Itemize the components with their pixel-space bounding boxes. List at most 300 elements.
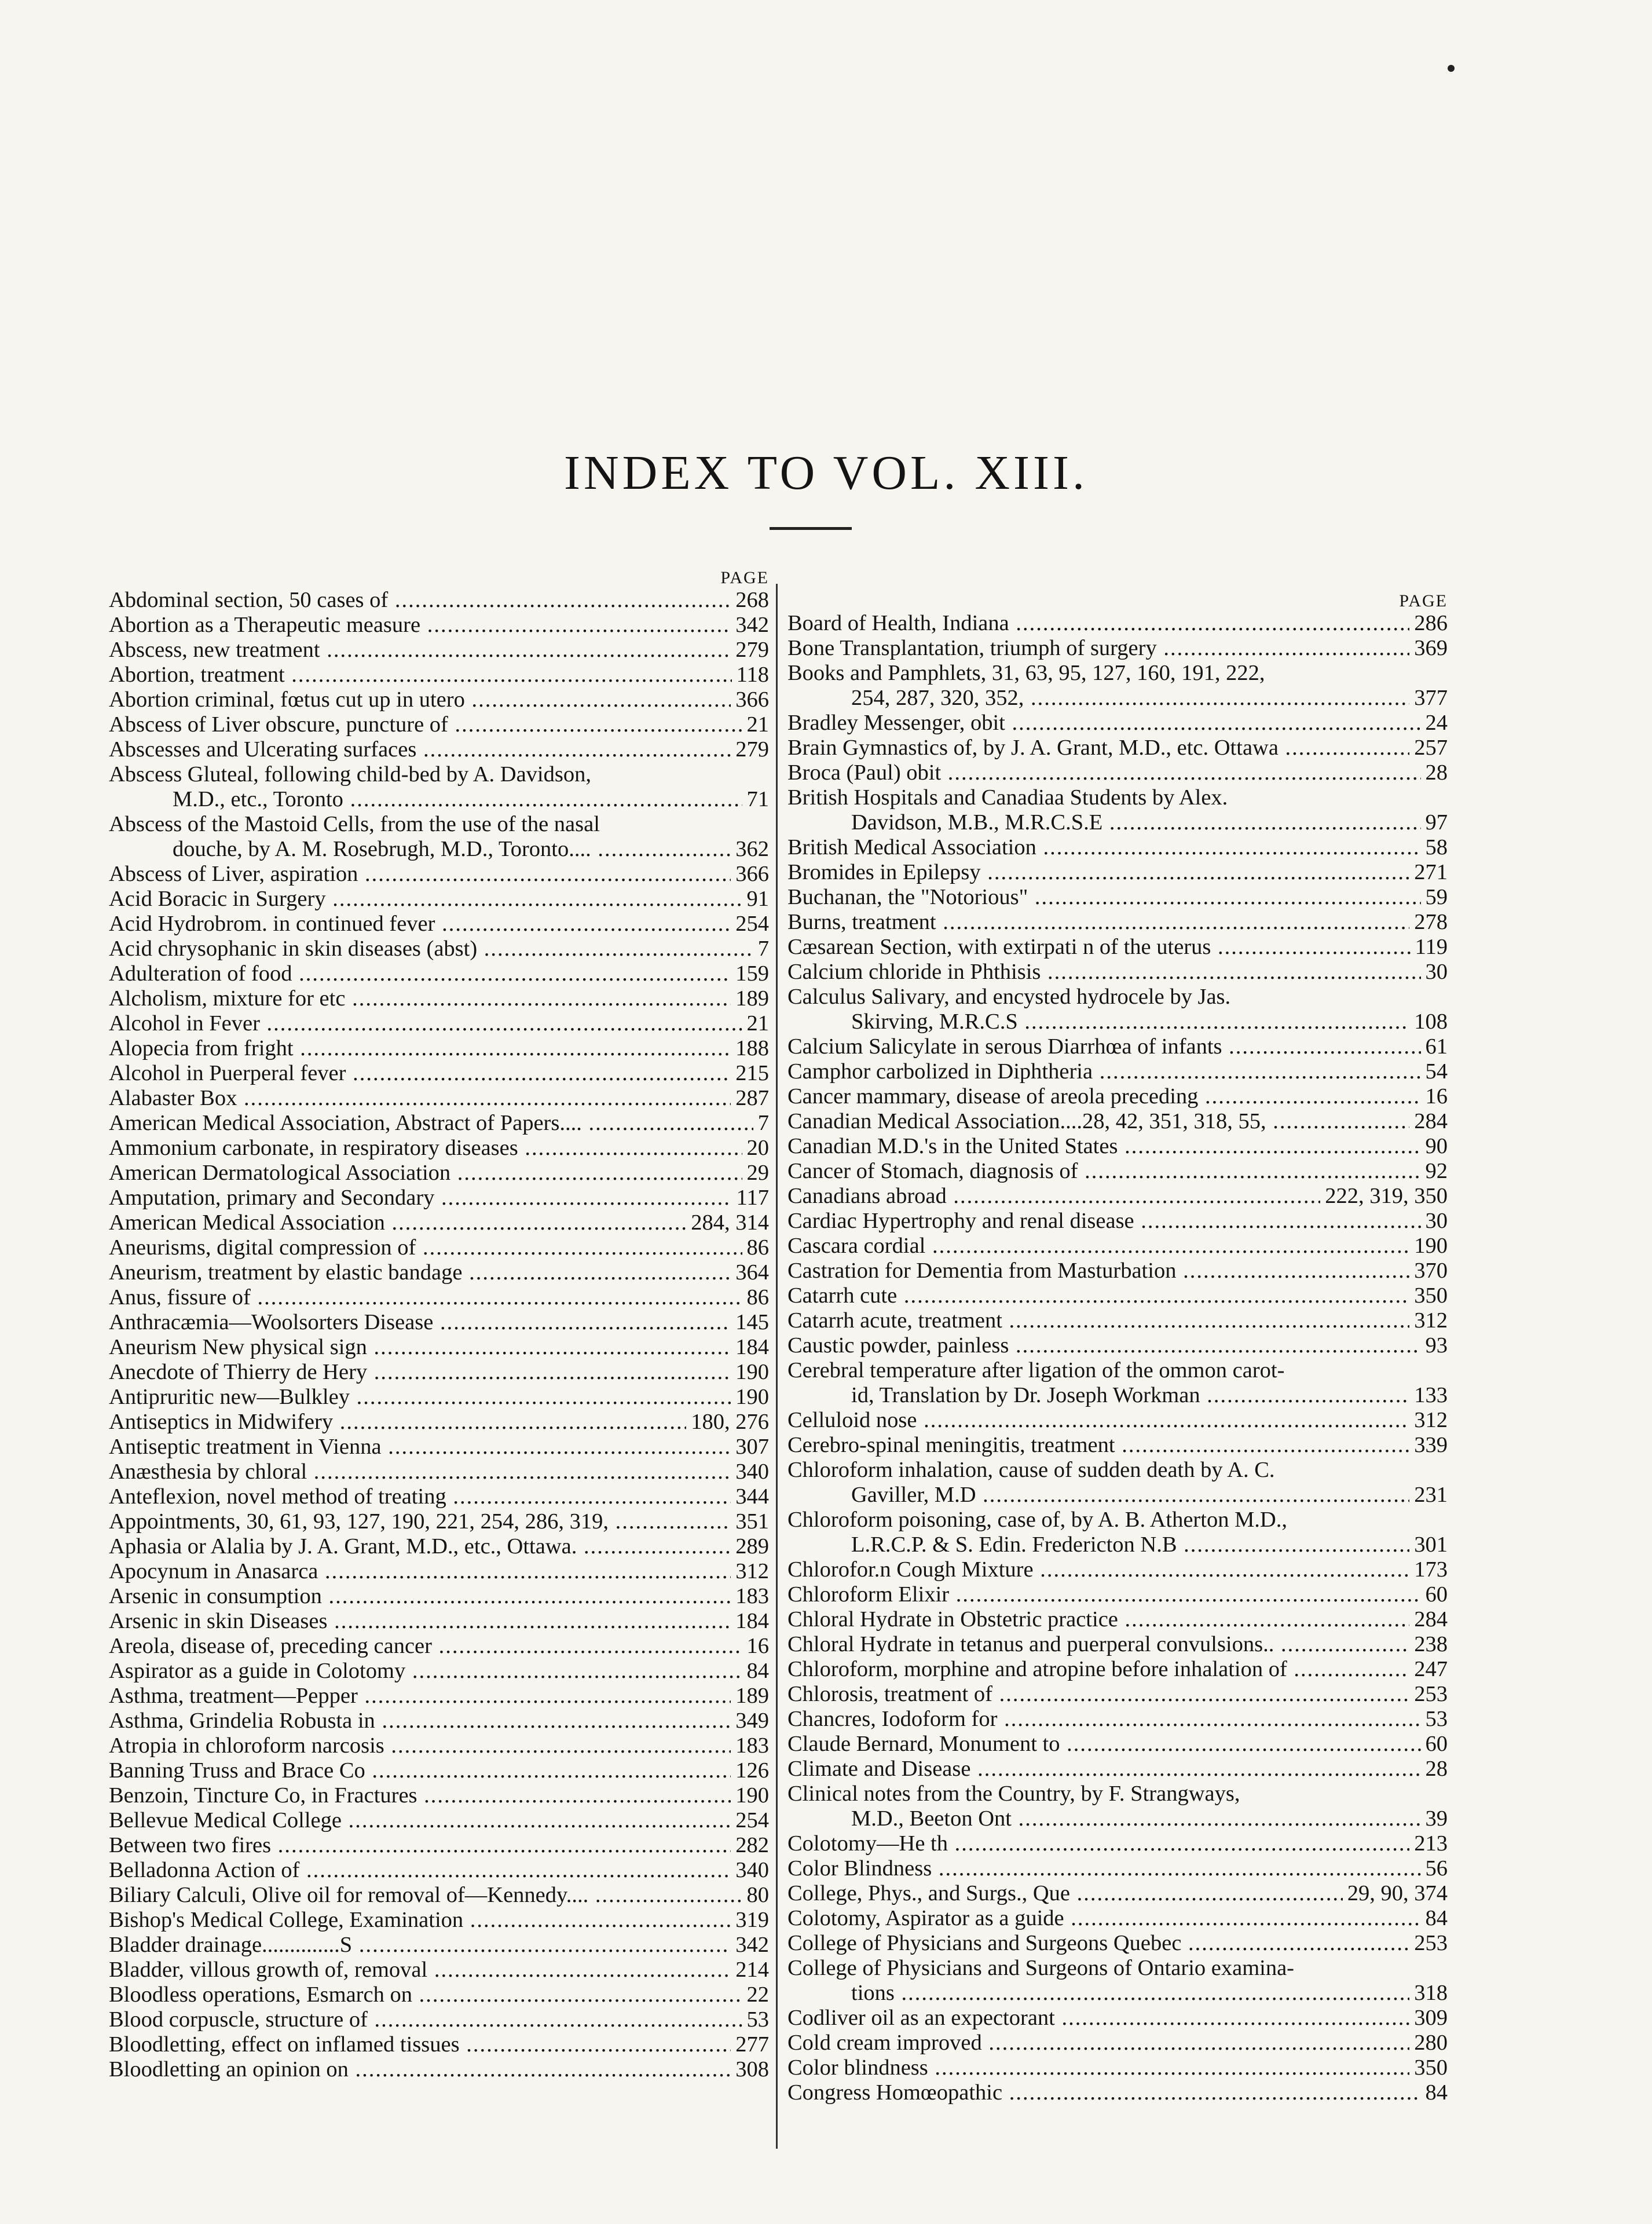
index-entry-page: 189 — [731, 1684, 769, 1709]
index-entry-continuation: L.R.C.P. & S. Edin. Fredericton N.B ..... — [787, 1532, 1448, 1557]
index-entry — [109, 1634, 769, 1659]
index-entry-label: Chloroform inhalation, cause of sudden death by A. C. — [787, 1458, 1275, 1482]
index-entry-label: Cerebro-spinal meningitis, treatment ..... — [787, 1433, 1448, 1458]
index-entry-label: Calcium Salicylate in serous Diarrhœa of infants ..... — [787, 1034, 1448, 1059]
index-entry-label: Alcohol in Puerperal fever ..... — [109, 1061, 769, 1086]
index-entry-page: 312 — [731, 1559, 769, 1584]
index-entry — [109, 2057, 769, 2082]
index-entry-page: 159 — [731, 961, 769, 986]
index-entry-label: Castration for Dementia from Masturbation ..... — [787, 1259, 1448, 1283]
index-entry-page: 190 — [731, 1360, 769, 1385]
index-entry-page: 377 — [1409, 686, 1448, 711]
index-entry-label: Celluloid nose ..... — [787, 1408, 1448, 1433]
index-entry-label: Aneurism New physical sign ..... — [109, 1335, 769, 1360]
index-column-right — [787, 591, 1448, 2105]
index-entry — [787, 1134, 1448, 1159]
index-entry — [787, 1607, 1448, 1632]
index-entry-label: Bladder, villous growth of, removal ..... — [109, 1958, 769, 1982]
index-entry-page: 278 — [1409, 910, 1448, 935]
index-entry-label: Bloodless operations, Esmarch on ..... — [109, 1982, 769, 2007]
index-entry-page: 277 — [731, 2032, 769, 2057]
index-entry-label: Abscess, new treatment ..... — [109, 638, 769, 663]
index-entry — [787, 1632, 1448, 1657]
index-entry — [109, 1161, 769, 1186]
index-entry-label: Alabaster Box ..... — [109, 1086, 769, 1111]
index-entry-label: Asthma, treatment—Pepper ..... — [109, 1684, 769, 1709]
index-entry-label: Catarrh cute ..... — [787, 1283, 1448, 1308]
index-entry-label: College of Physicians and Surgeons of Ontario examina- — [787, 1956, 1294, 1980]
index-entry-label: Alopecia from fright ..... — [109, 1036, 769, 1061]
index-entry-page: 53 — [1421, 1707, 1448, 1732]
index-entry-page: 279 — [731, 638, 769, 663]
index-entry-page: 173 — [1409, 1557, 1448, 1582]
index-entry-label: Apocynum in Anasarca ..... — [109, 1559, 769, 1584]
index-column-left — [109, 568, 769, 2082]
index-entry-label: Caustic powder, painless ..... — [787, 1333, 1448, 1358]
index-entry — [109, 1210, 769, 1235]
index-entry-page: 364 — [731, 1260, 769, 1285]
index-entry-page: 284, 314 — [686, 1210, 769, 1235]
index-entry — [787, 1682, 1448, 1707]
index-entry-page: 280 — [1409, 2031, 1448, 2055]
index-entry-label: Aneurisms, digital compression of ..... — [109, 1235, 769, 1260]
index-list-left — [109, 588, 769, 2082]
index-entry-label: Cerebral temperature after ligation of the ommon carot- — [787, 1358, 1285, 1382]
index-entry-continuation: 254, 287, 320, 352, ..... — [787, 686, 1448, 711]
index-entry-page: 54 — [1421, 1059, 1448, 1084]
index-entry-page: 56 — [1421, 1856, 1448, 1881]
index-entry-page: 231 — [1409, 1483, 1448, 1508]
index-entry-label: British Medical Association ..... — [787, 835, 1448, 860]
index-entry-label: Canadian M.D.'s in the United States ..... — [787, 1134, 1448, 1159]
index-entry — [787, 960, 1448, 985]
index-entry-label: Bradley Messenger, obit ..... — [787, 711, 1448, 736]
index-entry-page: 213 — [1409, 1831, 1448, 1856]
index-entry-label: Bloodletting, effect on inflamed tissues ..... — [109, 2032, 769, 2057]
index-entry-label: College of Physicians and Surgeons Quebec ..... — [787, 1931, 1448, 1956]
index-entry-label: Color Blindness ..... — [787, 1856, 1448, 1881]
index-entry-continuation: Gaviller, M.D ..... — [787, 1483, 1448, 1508]
index-entry — [109, 1260, 769, 1285]
index-entry-page: 271 — [1409, 860, 1448, 885]
index-entry — [109, 1435, 769, 1460]
index-entry-page: 145 — [731, 1310, 769, 1335]
index-entry-label: Acid chrysophanic in skin diseases (abst) ..... — [109, 937, 769, 961]
index-entry-page: 7 — [753, 937, 769, 961]
index-entry-page: 118 — [732, 663, 769, 687]
index-entry-page: 84 — [1421, 1906, 1448, 1931]
index-entry-label: Codliver oil as an expectorant ..... — [787, 2006, 1448, 2031]
index-entry — [109, 1709, 769, 1733]
index-entry — [787, 2031, 1448, 2055]
index-entry-label: Bishop's Medical College, Examination ..... — [109, 1908, 769, 1933]
index-entry-page: 214 — [731, 1958, 769, 1982]
index-entry — [109, 1609, 769, 1634]
index-entry-page: 284 — [1409, 1607, 1448, 1632]
index-entry — [109, 638, 769, 663]
index-entry — [787, 1259, 1448, 1283]
index-entry-label: Anteflexion, novel method of treating ..... — [109, 1484, 769, 1509]
index-entry-page: 287 — [731, 1086, 769, 1111]
index-entry — [109, 1833, 769, 1858]
index-entry-label: Chloroform poisoning, case of, by A. B. Atherton M.D., — [787, 1508, 1287, 1532]
index-entry — [787, 1732, 1448, 1757]
index-entry-page: 61 — [1421, 1034, 1448, 1059]
index-entry — [787, 1059, 1448, 1084]
index-entry — [787, 1333, 1448, 1358]
index-entry-label: Congress Homœopathic ..... — [787, 2080, 1448, 2105]
index-entry — [787, 860, 1448, 885]
index-entry — [109, 1111, 769, 1136]
index-entry-page: 366 — [731, 687, 769, 712]
index-entry — [109, 712, 769, 737]
index-entry-page: 238 — [1409, 1632, 1448, 1657]
index-entry-label: Anus, fissure of ..... — [109, 1285, 769, 1310]
index-entry — [109, 1410, 769, 1435]
index-entry — [109, 1484, 769, 1509]
index-entry-label: Cancer of Stomach, diagnosis of ..... — [787, 1159, 1448, 1184]
index-entry-page: 307 — [731, 1435, 769, 1460]
index-entry — [109, 1758, 769, 1783]
index-entry — [787, 1308, 1448, 1333]
index-entry-page: 318 — [1409, 1981, 1448, 2006]
index-entry-label: Canadian Medical Association....28, 42, 351, 318, 55, ..... — [787, 1109, 1448, 1134]
index-entry-label: British Hospitals and Canadiaa Students by Alex. — [787, 785, 1228, 810]
index-entry-page: 190 — [731, 1783, 769, 1808]
index-entry — [787, 1931, 1448, 1956]
index-entry — [109, 1385, 769, 1410]
index-entry-continuation: M.D., Beeton Ont ..... — [787, 1806, 1448, 1831]
index-entry — [787, 661, 1448, 711]
index-entry-label: Claude Bernard, Monument to ..... — [787, 1732, 1448, 1757]
index-entry-page: 86 — [742, 1235, 770, 1260]
index-entry-label: Belladonna Action of ..... — [109, 1858, 769, 1883]
index-entry-label: Calculus Salivary, and encysted hydrocele by Jas. — [787, 985, 1231, 1009]
index-entry — [109, 1285, 769, 1310]
index-entry — [109, 687, 769, 712]
index-entry-label: Color blindness ..... — [787, 2055, 1448, 2080]
index-entry — [109, 1684, 769, 1709]
index-entry — [109, 1335, 769, 1360]
index-entry-label: Abdominal section, 50 cases of ..... — [109, 588, 769, 613]
index-entry — [109, 1186, 769, 1210]
index-entry — [787, 1408, 1448, 1433]
index-entry-label: Abscess of the Mastoid Cells, from the use of the nasal — [109, 812, 600, 836]
index-entry — [787, 1831, 1448, 1856]
index-entry-label: Areola, disease of, preceding cancer ..... — [109, 1634, 769, 1659]
index-entry-page: 21 — [742, 712, 770, 737]
index-entry-label: Abscess of Liver, aspiration ..... — [109, 862, 769, 887]
index-entry-page: 301 — [1409, 1532, 1448, 1557]
index-entry-continuation: Skirving, M.R.C.S ..... — [787, 1009, 1448, 1034]
index-entry — [787, 1782, 1448, 1831]
index-entry-page: 28 — [1421, 760, 1448, 785]
index-entry-label: Climate and Disease ..... — [787, 1757, 1448, 1782]
index-entry — [109, 2032, 769, 2057]
index-entry — [109, 1808, 769, 1833]
index-entry-label: Antiseptic treatment in Vienna ..... — [109, 1435, 769, 1460]
index-entry — [787, 1184, 1448, 1209]
index-entry — [787, 1657, 1448, 1682]
index-entry-label: Antipruritic new—Bulkley ..... — [109, 1385, 769, 1410]
index-entry — [109, 812, 769, 862]
index-entry-label: Bromides in Epilepsy ..... — [787, 860, 1448, 885]
index-entry-page: 53 — [742, 2007, 770, 2032]
index-entry — [109, 1136, 769, 1161]
index-entry-page: 342 — [731, 1933, 769, 1958]
index-entry-page: 58 — [1421, 835, 1448, 860]
index-entry — [787, 1508, 1448, 1557]
index-entry-page: 340 — [731, 1460, 769, 1484]
index-entry-label: Acid Hydrobrom. in continued fever ..... — [109, 912, 769, 937]
index-entry-label: Chlorofor.n Cough Mixture ..... — [787, 1557, 1448, 1582]
index-entry-page: 350 — [1409, 1283, 1448, 1308]
index-entry-label: Chlorosis, treatment of ..... — [787, 1682, 1448, 1707]
index-entry-page: 284 — [1409, 1109, 1448, 1134]
index-entry — [109, 937, 769, 961]
index-entry-page: 254 — [731, 912, 769, 937]
index-entry-label: Arsenic in consumption ..... — [109, 1584, 769, 1609]
index-entry-label: Colotomy, Aspirator as a guide ..... — [787, 1906, 1448, 1931]
index-entry-page: 282 — [731, 1833, 769, 1858]
index-entry-page: 370 — [1409, 1259, 1448, 1283]
index-entry-page: 312 — [1409, 1408, 1448, 1433]
index-entry-page: 188 — [731, 1036, 769, 1061]
index-entry-page: 84 — [742, 1659, 770, 1684]
index-entry-label: Broca (Paul) obit ..... — [787, 760, 1448, 785]
index-entry-continuation: id, Translation by Dr. Joseph Workman ..... — [787, 1383, 1448, 1408]
index-entry — [787, 1109, 1448, 1134]
index-entry-label: Anthracæmia—Woolsorters Disease ..... — [109, 1310, 769, 1335]
index-entry-page: 189 — [731, 986, 769, 1011]
index-entry-page: 342 — [731, 613, 769, 638]
index-entry-label: Abscess of Liver obscure, puncture of ..... — [109, 712, 769, 737]
index-entry-page: 366 — [731, 862, 769, 887]
index-entry — [109, 1933, 769, 1958]
index-entry — [109, 1783, 769, 1808]
index-entry-page: 308 — [731, 2057, 769, 2082]
index-entry-page: 344 — [731, 1484, 769, 1509]
index-entry-page: 7 — [753, 1111, 769, 1136]
index-entry — [787, 1856, 1448, 1881]
index-entry-page: 133 — [1409, 1383, 1448, 1408]
index-entry-label: Alcholism, mixture for etc ..... — [109, 986, 769, 1011]
index-entry — [787, 611, 1448, 636]
index-entry-page: 30 — [1421, 960, 1448, 985]
index-entry-page: 90 — [1421, 1134, 1448, 1159]
index-entry-page: 71 — [742, 787, 770, 812]
index-entry-label: Books and Pamphlets, 31, 63, 95, 127, 160, 191, 222, — [787, 661, 1265, 685]
index-entry — [109, 1460, 769, 1484]
index-entry — [109, 1559, 769, 1584]
index-entry-label: Biliary Calculi, Olive oil for removal of—Kennedy.... ..... — [109, 1883, 769, 1908]
index-entry-continuation: M.D., etc., Toronto ..... — [109, 787, 769, 812]
index-entry-page: 183 — [731, 1584, 769, 1609]
index-entry-label: Bladder drainage..............S ..... — [109, 1933, 769, 1958]
index-entry — [109, 887, 769, 912]
index-entry-page: 91 — [742, 887, 770, 912]
index-entry — [109, 1982, 769, 2007]
index-entry-page: 279 — [731, 737, 769, 762]
index-entry-label: Abortion as a Therapeutic measure ..... — [109, 613, 769, 638]
index-entry — [787, 1283, 1448, 1308]
index-entry-page: 362 — [731, 837, 769, 862]
index-entry — [787, 1458, 1448, 1508]
index-entry — [787, 1209, 1448, 1234]
index-entry-label: Acid Boracic in Surgery ..... — [109, 887, 769, 912]
index-entry-page: 286 — [1409, 611, 1448, 636]
index-entry-page: 117 — [732, 1186, 769, 1210]
index-entry-page: 247 — [1409, 1657, 1448, 1682]
index-entry-page: 28 — [1421, 1757, 1448, 1782]
index-entry-label: College, Phys., and Surgs., Que ..... — [787, 1881, 1448, 1906]
index-entry — [109, 1509, 769, 1534]
index-entry — [787, 885, 1448, 910]
index-entry-page: 183 — [731, 1733, 769, 1758]
index-entry — [787, 1757, 1448, 1782]
index-entry-label: Cæsarean Section, with extirpati n of the uterus ..... — [787, 935, 1448, 960]
index-entry-label: Abscesses and Ulcerating surfaces ..... — [109, 737, 769, 762]
index-entry-label: Colotomy—He th ..... — [787, 1831, 1448, 1856]
index-entry-label: Ammonium carbonate, in respiratory diseases ..... — [109, 1136, 769, 1161]
index-entry-page: 222, 319, 350 — [1320, 1184, 1448, 1209]
index-entry — [787, 1582, 1448, 1607]
index-entry-label: Aspirator as a guide in Colotomy ..... — [109, 1659, 769, 1684]
index-entry — [787, 760, 1448, 785]
index-entry-label: Antiseptics in Midwifery ..... — [109, 1410, 769, 1435]
index-entry — [787, 1358, 1448, 1408]
index-entry — [109, 1584, 769, 1609]
index-entry-page: 190 — [731, 1385, 769, 1410]
index-entry-page: 184 — [731, 1609, 769, 1634]
index-entry-label: Abortion, treatment ..... — [109, 663, 769, 687]
index-entry-page: 20 — [742, 1136, 770, 1161]
index-entry-label: Chancres, Iodoform for ..... — [787, 1707, 1448, 1732]
index-entry-page: 16 — [1421, 1084, 1448, 1109]
index-entry-label: Bellevue Medical College ..... — [109, 1808, 769, 1833]
index-entry-page: 351 — [731, 1509, 769, 1534]
index-entry — [109, 1659, 769, 1684]
index-entry — [109, 1235, 769, 1260]
index-entry — [109, 1858, 769, 1883]
index-entry — [787, 910, 1448, 935]
index-entry-page: 126 — [731, 1758, 769, 1783]
index-entry-label: Bloodletting an opinion on ..... — [109, 2057, 769, 2082]
index-entry-page: 369 — [1409, 636, 1448, 661]
index-entry — [787, 1234, 1448, 1259]
index-entry-label: Cardiac Hypertrophy and renal disease ..... — [787, 1209, 1448, 1234]
index-entry — [109, 2007, 769, 2032]
index-entry-label: Arsenic in skin Diseases ..... — [109, 1609, 769, 1634]
index-entry-page: 119 — [1411, 935, 1448, 960]
index-entry-label: Cascara cordial ..... — [787, 1234, 1448, 1259]
index-entry-label: American Dermatological Association ..... — [109, 1161, 769, 1186]
index-entry-label: Bone Transplantation, triumph of surgery ..... — [787, 636, 1448, 661]
index-entry — [109, 737, 769, 762]
index-entry-label: Board of Health, Indiana ..... — [787, 611, 1448, 636]
index-entry-page: 253 — [1409, 1931, 1448, 1956]
index-entry-label: Chloral Hydrate in Obstetric practice ..... — [787, 1607, 1448, 1632]
index-entry — [109, 862, 769, 887]
index-entry-label: Anæsthesia by chloral ..... — [109, 1460, 769, 1484]
paper-speck — [1448, 65, 1455, 72]
index-entry-label: Aphasia or Alalia by J. A. Grant, M.D., etc., Ottawa. ..... — [109, 1534, 769, 1559]
index-entry — [787, 785, 1448, 835]
index-entry-label: Calcium chloride in Phthisis ..... — [787, 960, 1448, 985]
index-entry-page: 59 — [1421, 885, 1448, 910]
index-entry-label: Aneurism, treatment by elastic bandage ..... — [109, 1260, 769, 1285]
index-entry-label: American Medical Association ..... — [109, 1210, 769, 1235]
index-entry-label: Banning Truss and Brace Co ..... — [109, 1758, 769, 1783]
index-entry — [109, 1011, 769, 1036]
index-entry-page: 24 — [1421, 711, 1448, 736]
index-entry-page: 180, 276 — [686, 1410, 769, 1435]
index-entry-label: Cancer mammary, disease of areola preceding ..... — [787, 1084, 1448, 1109]
index-entry-page: 86 — [742, 1285, 770, 1310]
index-entry-label: Atropia in chloroform narcosis ..... — [109, 1733, 769, 1758]
index-entry — [787, 711, 1448, 736]
index-entry-label: Abscess Gluteal, following child-bed by A. Davidson, — [109, 762, 591, 787]
index-entry — [109, 1883, 769, 1908]
index-entry-page: 60 — [1421, 1582, 1448, 1607]
index-entry — [109, 1733, 769, 1758]
index-entry — [787, 636, 1448, 661]
index-entry-label: Chloral Hydrate in tetanus and puerperal convulsions.. ..... — [787, 1632, 1448, 1657]
index-entry — [109, 613, 769, 638]
page-column-header: PAGE — [1399, 591, 1448, 610]
index-entry-label: Canadians abroad ..... — [787, 1184, 1448, 1209]
index-entry-label: Buchanan, the "Notorious" ..... — [787, 885, 1448, 910]
index-entry — [109, 1360, 769, 1385]
index-entry-label: Burns, treatment ..... — [787, 910, 1448, 935]
index-entry — [109, 588, 769, 613]
index-entry-label: Abortion criminal, fœtus cut up in utero ..... — [109, 687, 769, 712]
index-entry — [787, 1707, 1448, 1732]
index-entry — [787, 835, 1448, 860]
index-entry-label: Chloroform Elixir ..... — [787, 1582, 1448, 1607]
index-entry-page: 84 — [1421, 2080, 1448, 2105]
index-entry-page: 29 — [742, 1161, 770, 1186]
index-entry-page: 339 — [1409, 1433, 1448, 1458]
index-entry — [109, 1534, 769, 1559]
index-entry — [109, 1061, 769, 1086]
index-entry — [109, 986, 769, 1011]
page-column-header: PAGE — [720, 568, 769, 587]
index-entry-page: 253 — [1409, 1682, 1448, 1707]
index-entry-page: 215 — [731, 1061, 769, 1086]
index-entry-label: Between two fires ..... — [109, 1833, 769, 1858]
index-entry-page: 97 — [1421, 810, 1448, 835]
title-rule — [770, 527, 852, 530]
index-entry-page: 349 — [731, 1709, 769, 1733]
index-entry — [787, 1906, 1448, 1931]
index-entry-label: Brain Gymnastics of, by J. A. Grant, M.D., etc. Ottawa ..... — [787, 736, 1448, 760]
index-entry — [787, 1034, 1448, 1059]
index-entry — [109, 1086, 769, 1111]
index-entry — [109, 762, 769, 812]
index-entry-page: 21 — [742, 1011, 770, 1036]
index-entry-continuation: douche, by A. M. Rosebrugh, M.D., Toronto.... ..... — [109, 837, 769, 862]
index-entry — [109, 961, 769, 986]
index-entry-label: Chloroform, morphine and atropine before inhalation of ..... — [787, 1657, 1448, 1682]
index-entry-page: 190 — [1409, 1234, 1448, 1259]
index-entry-label: Anecdote of Thierry de Hery ..... — [109, 1360, 769, 1385]
index-entry-label: Asthma, Grindelia Robusta in ..... — [109, 1709, 769, 1733]
index-entry — [787, 1159, 1448, 1184]
index-entry-page: 108 — [1409, 1009, 1448, 1034]
index-entry — [787, 2055, 1448, 2080]
index-entry-page: 22 — [742, 1982, 770, 2007]
